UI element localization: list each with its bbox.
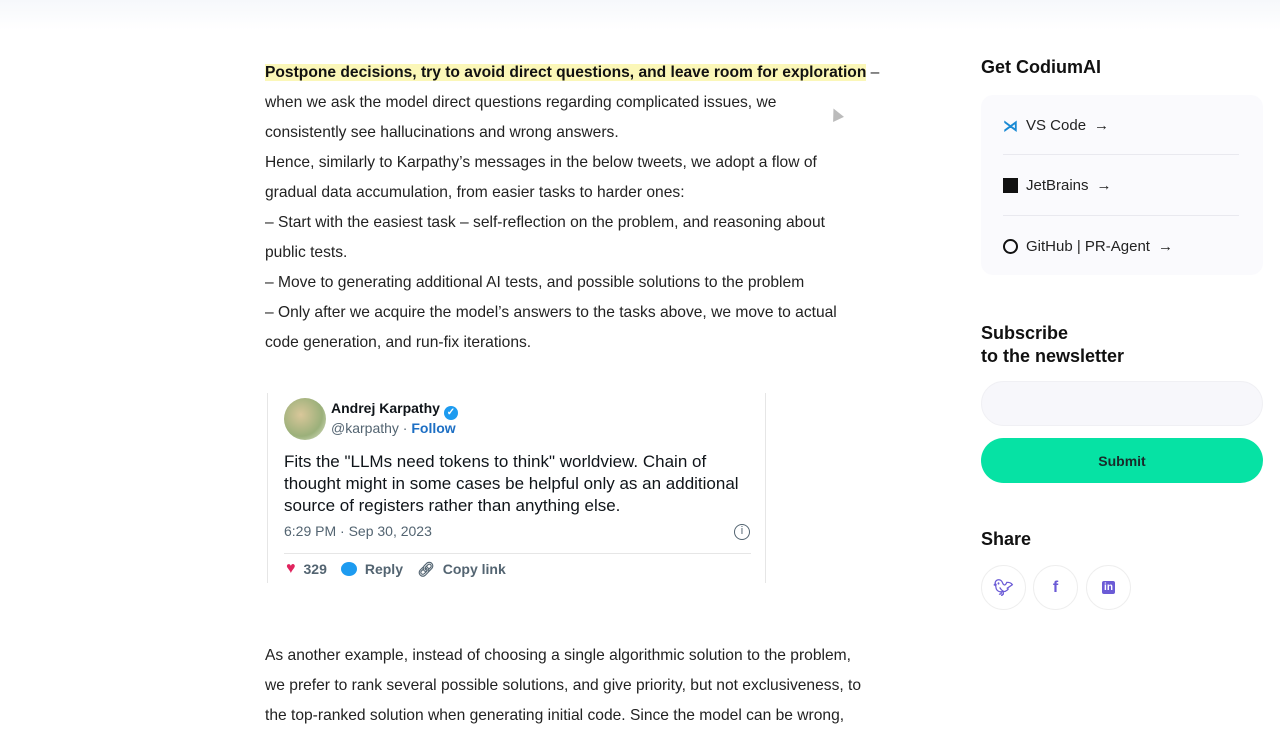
article-line: Hence, similarly to Karpathy’s messages in the below tweets, we adopt a flow of: [265, 154, 817, 171]
share-twitter-button[interactable]: [981, 565, 1026, 610]
tweet-author[interactable]: Andrej Karpathy: [331, 400, 440, 416]
share-linkedin-button[interactable]: [1086, 565, 1131, 610]
tweet-timestamp[interactable]: 6:29 PM · Sep 30, 2023: [284, 523, 432, 539]
embedded-tweet: Andrej Karpathy ✓ @karpathy · Follow Fits the "LLMs need tokens to think" worldview. Chain of thought might in some cases be helpful only as an additional source of registers rather than anything else. 6:29 PM · Sep 30, 2023 i ♥ 329 Reply 🔗︎ Copy link: [267, 393, 766, 583]
divider: [284, 553, 751, 554]
article-line: the top-ranked solution when generating initial code. Since the model can be wrong,: [265, 707, 845, 724]
top-bar: [0, 0, 1280, 30]
article-line: gradual data accumulation, from easier tasks to harder ones:: [265, 184, 685, 201]
article-line: – Only after we acquire the model’s answers to the tasks above, we move to actual: [265, 304, 837, 321]
verified-icon: ✓: [444, 406, 458, 420]
article-line: when we ask the model direct questions regarding complicated issues, we: [265, 94, 777, 111]
like-button[interactable]: ♥ 329: [286, 560, 327, 577]
twitter-icon: 🐦︎: [993, 579, 1014, 597]
subscribe-title: Subscribe to the newsletter: [981, 323, 1125, 366]
article-line: we prefer to rank several possible solutions, and give priority, but not exclusiveness, to: [265, 677, 862, 694]
tweet-actions: [286, 560, 506, 578]
link-vscode[interactable]: ⋊ VS Code →: [1003, 117, 1110, 135]
jetbrains-icon: [1003, 178, 1018, 193]
article-line: Postpone decisions, try to avoid direct questions, and leave room for exploration –: [265, 64, 880, 81]
copy-link-button[interactable]: 🔗︎ Copy link: [416, 560, 506, 577]
email-input[interactable]: [981, 381, 1263, 426]
linkedin-icon: in: [1104, 582, 1113, 593]
get-codiumai-card: [981, 95, 1263, 275]
get-codiumai-title: Get CodiumAI: [981, 57, 1101, 77]
share-facebook-button[interactable]: [1033, 565, 1078, 610]
reply-icon: [341, 562, 357, 576]
article-line: – Start with the easiest task – self-reflection on the problem, and reasoning about: [265, 214, 825, 231]
tweet-text: Fits the "LLMs need tokens to think" worldview. Chain of thought might in some cases be helpful only as an additional source of registers rather than anything else.: [284, 452, 739, 515]
reply-button[interactable]: Reply: [341, 561, 403, 577]
link-github[interactable]: GitHub | PR-Agent →: [1003, 216, 1239, 277]
article-line: – Move to generating additional AI tests, and possible solutions to the problem: [265, 274, 805, 291]
avatar: [284, 398, 326, 440]
article-line: As another example, instead of choosing a single algorithmic solution to the problem,: [265, 647, 851, 664]
article-line: public tests.: [265, 244, 348, 261]
submit-button[interactable]: Submit: [981, 438, 1263, 483]
info-icon[interactable]: i: [734, 524, 750, 540]
vscode-icon: ⋊: [1003, 117, 1018, 135]
link-jetbrains[interactable]: JetBrains →: [1003, 155, 1239, 216]
github-icon: [1003, 239, 1018, 254]
arrow-right-icon: →: [1096, 177, 1112, 194]
arrow-right-icon: →: [1094, 117, 1110, 134]
highlighted-heading: Postpone decisions, try to avoid direct questions, and leave room for exploration: [265, 64, 867, 81]
article-line: code generation, and run-fix iterations.: [265, 334, 532, 351]
arrow-right-icon: →: [1157, 238, 1173, 255]
link-icon: 🔗︎: [416, 560, 435, 577]
share-title: Share: [981, 529, 1032, 549]
tweet-handle: @karpathy: [331, 420, 399, 436]
heart-icon: ♥: [286, 560, 296, 577]
article-line: consistently see hallucinations and wrong answers.: [265, 124, 619, 141]
facebook-icon: f: [1052, 578, 1059, 596]
follow-link[interactable]: Follow: [411, 420, 456, 436]
